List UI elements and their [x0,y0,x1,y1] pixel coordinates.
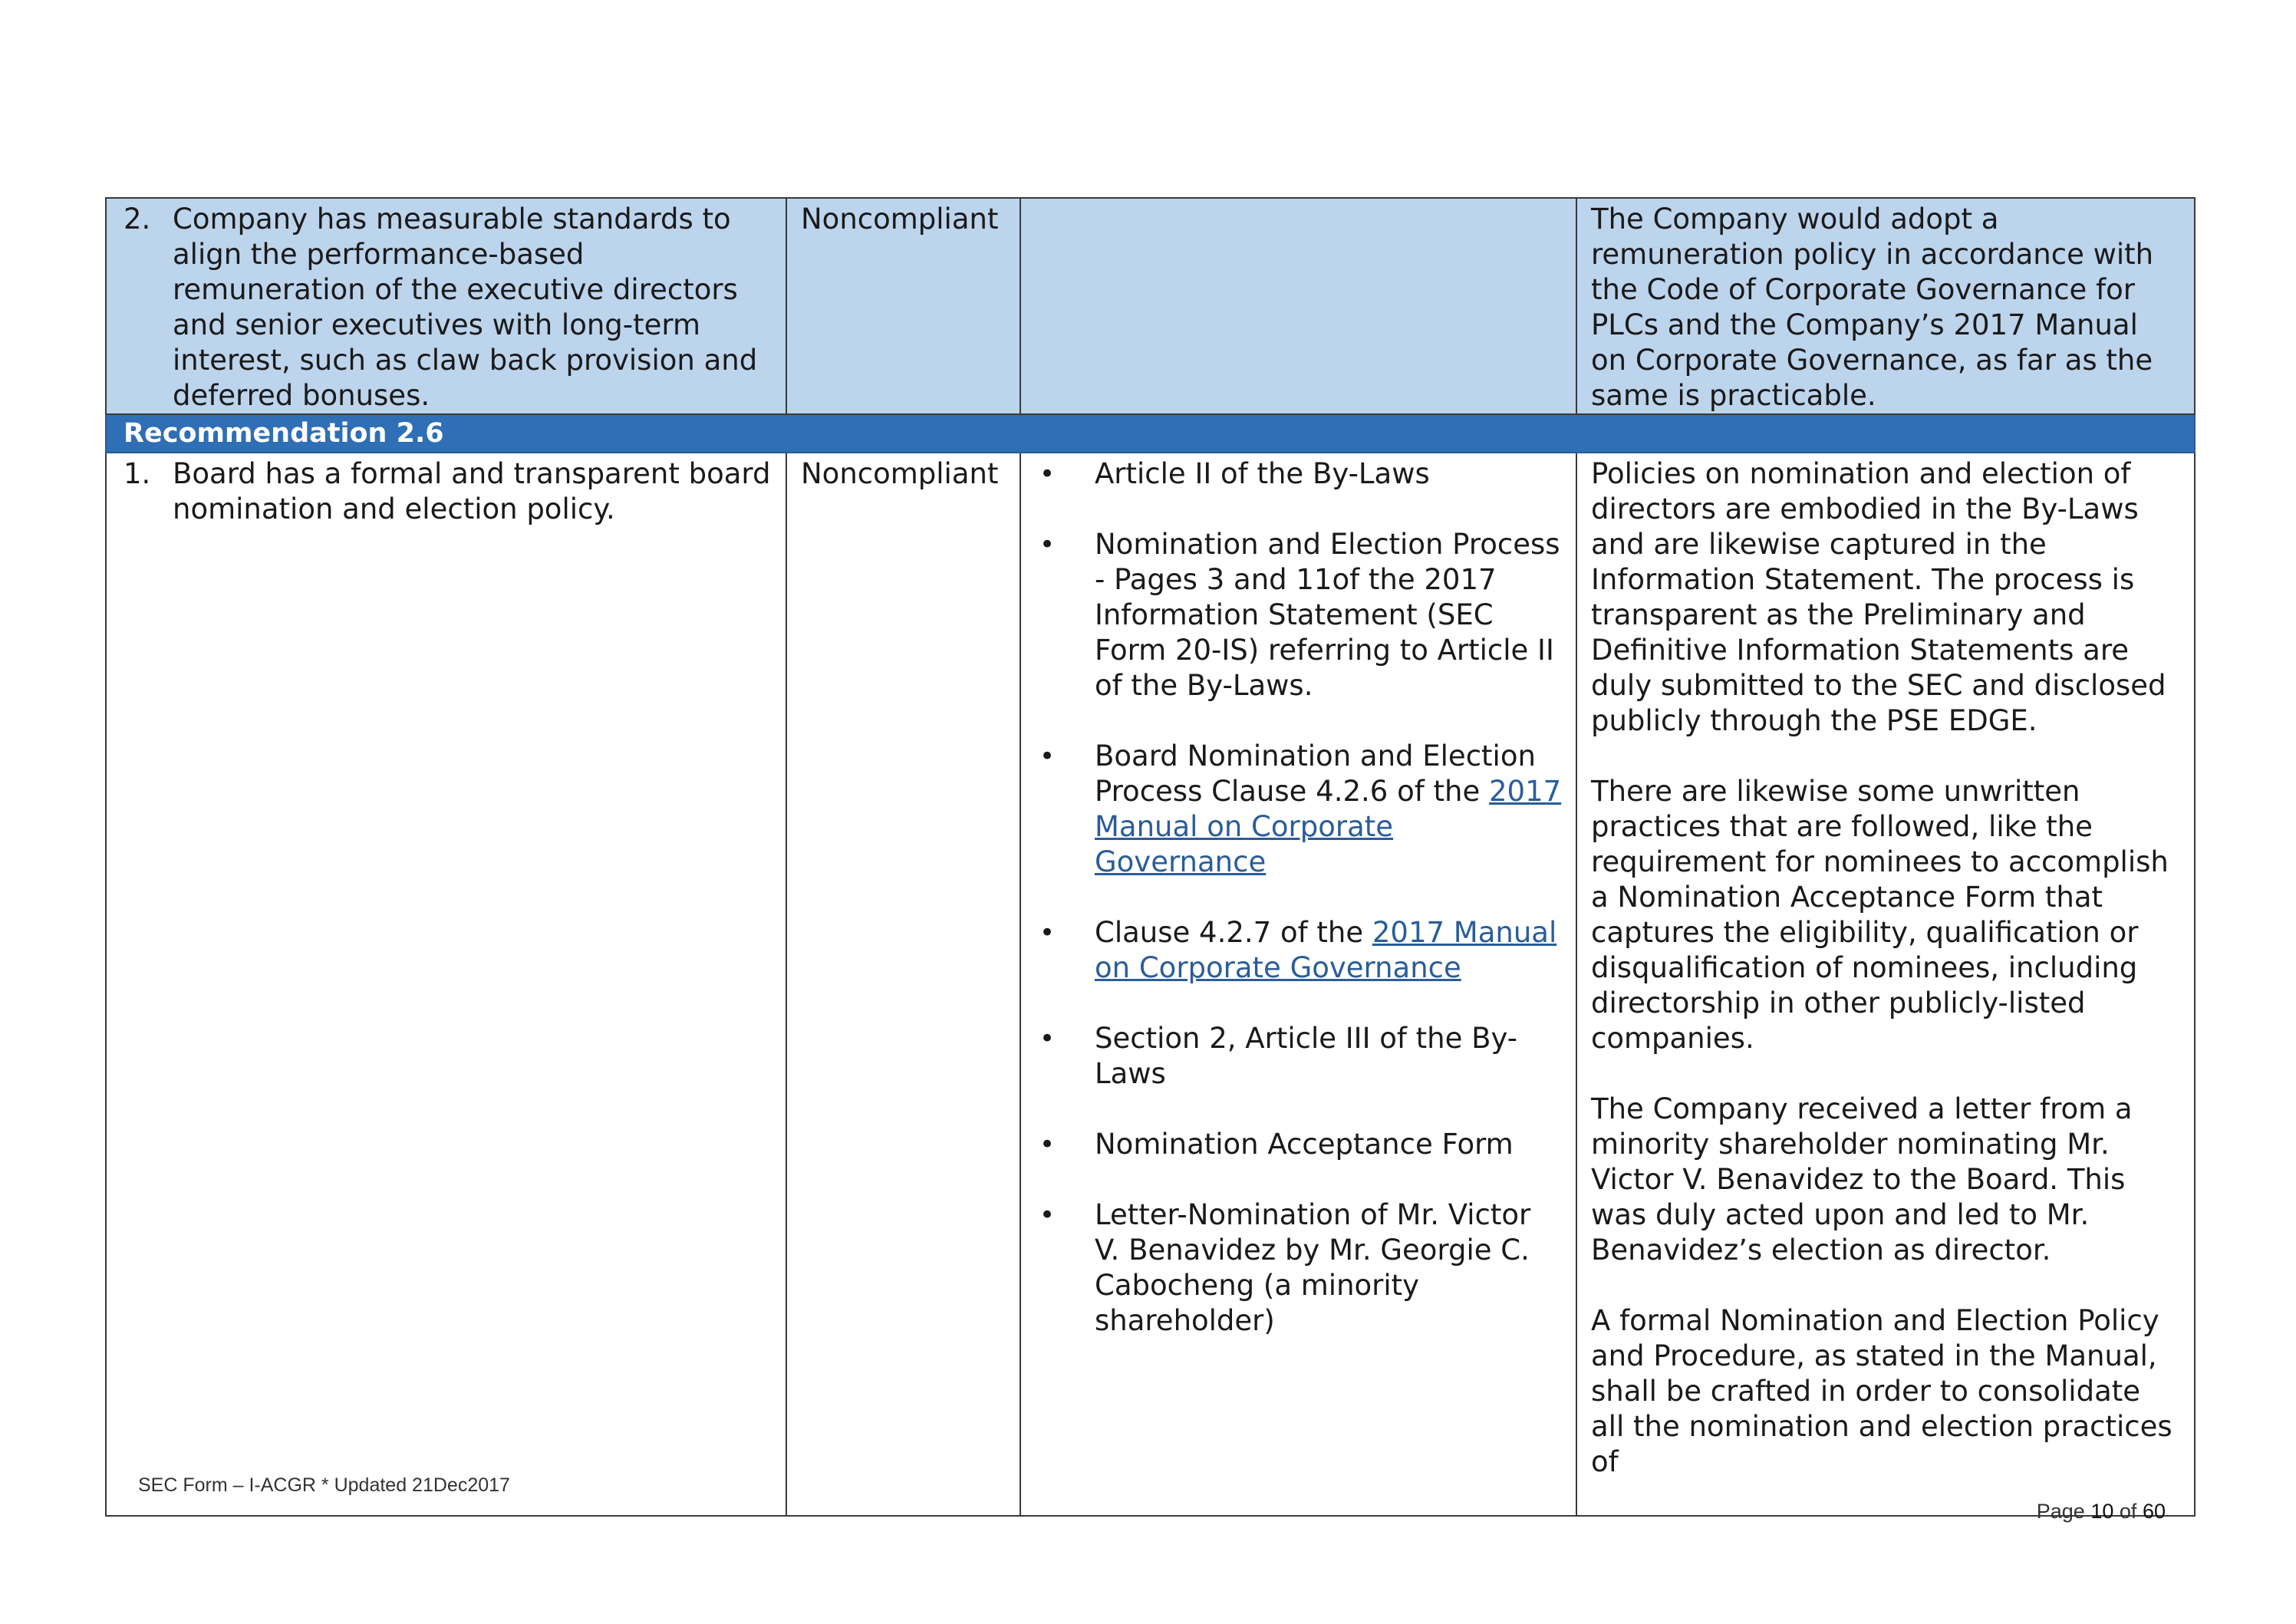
explanation-cell [1576,453,2195,1516]
bullet-icon: • [1039,1023,1056,1054]
bullet-icon: • [1039,741,1056,772]
page-current: 10 [2090,1500,2114,1523]
explanation-paragraph: There are likewise some unwritten practices that are followed, like the requirement for nominees to accomplish a Nomination Acceptance Form that captures the eligibility, qualification or disqualification of nominees, including directorship in other publicly-listed companies. [1591,775,2169,1055]
doc-text-prefix: Clause 4.2.7 of the [1095,916,1372,949]
doc-text [1095,739,1562,880]
doc-text: Article II of the By-Laws [1095,457,1430,490]
page-number [2037,1500,2166,1524]
recommendation-cell [106,198,786,414]
list-item [1035,739,1562,880]
doc-text: Nomination and Election Process - Pages 3 and 11of the 2017 Information Statement (SEC Form 20-IS) referring to Article II of the By-Laws. [1095,528,1560,702]
explanation-paragraph: Policies on nomination and election of directors are embodied in the By-Laws and are likewise captured in the Information Statement. The process is transparent as the Preliminary and Definitive Information Statements are duly submitted to the SEC and disclosed publicly through the PSE EDGE. [1591,457,2166,737]
supporting-docs-cell [1020,198,1576,414]
page-total: 60 [2142,1500,2166,1523]
explanation-paragraph: A formal Nomination and Election Policy and Procedure, as stated in the Manual, shall be crafted in order to consolidate all the nomination and election practices of [1591,1304,2172,1478]
doc-text: Section 2, Article III of the By-Laws [1095,1022,1518,1090]
recommendation-cell [106,453,786,1516]
explanation-paragraph: The Company received a letter from a minority shareholder nominating Mr. Victor V. Benavidez to the Board. This was duly acted upon and led to Mr. Benavidez’s election as director. [1591,1092,2133,1267]
recommendation-text: Company has measurable standards to align the performance-based remuneration of the executive directors and senior executives with long-term interest, such as claw back provision and deferred bonuses. [173,203,758,412]
manual-link[interactable]: 2017 Manual on Corporate Governance [1095,775,1562,878]
recommendation-text: Board has a formal and transparent board nomination and election policy. [173,457,771,525]
recommendation-header: Recommendation 2.6 [106,414,2195,453]
doc-text: Nomination Acceptance Form [1095,1128,1514,1161]
recommendation-row-2 [106,198,2195,414]
supporting-docs-list [1035,456,1562,1339]
bullet-icon: • [1039,529,1056,560]
list-item [1035,1197,1562,1339]
bullet-icon: • [1039,1129,1056,1160]
list-item [1035,1021,1562,1092]
list-item [1035,456,1562,492]
doc-text: Letter-Nomination of Mr. Victor V. Benavidez by Mr. Georgie C. Cabocheng (a minority shareholder) [1095,1198,1531,1337]
doc-text-prefix: Board Nomination and Election Process Clause 4.2.6 of the [1095,740,1536,808]
recommendation-row-1 [106,453,2195,1516]
supporting-docs-cell [1020,453,1576,1516]
of-word: of [2119,1500,2137,1523]
compliance-status: Noncompliant [786,198,1020,414]
compliance-table [105,197,2196,1517]
page-word: Page [2036,1500,2085,1523]
list-item [1035,915,1562,986]
manual-link[interactable]: 2017 Manual on Corporate Governance [1095,916,1557,984]
doc-text [1095,915,1562,986]
list-item [1035,527,1562,703]
recommendation-header-row [106,414,2195,453]
list-item [1035,1127,1562,1162]
form-label: SEC Form – I-ACGR * Updated 21Dec2017 [138,1474,510,1496]
bullet-icon: • [1039,917,1056,948]
explanation-cell: The Company would adopt a remuneration policy in accordance with the Code of Corporate Governance for PLCs and the Company’s 2017 Manual on Corporate Governance, as far as the same is practicable. [1576,198,2195,414]
compliance-status: Noncompliant [786,453,1020,1516]
bullet-icon: • [1039,459,1056,489]
item-number: 1. [124,457,151,490]
bullet-icon: • [1039,1200,1056,1230]
item-number: 2. [124,203,151,236]
